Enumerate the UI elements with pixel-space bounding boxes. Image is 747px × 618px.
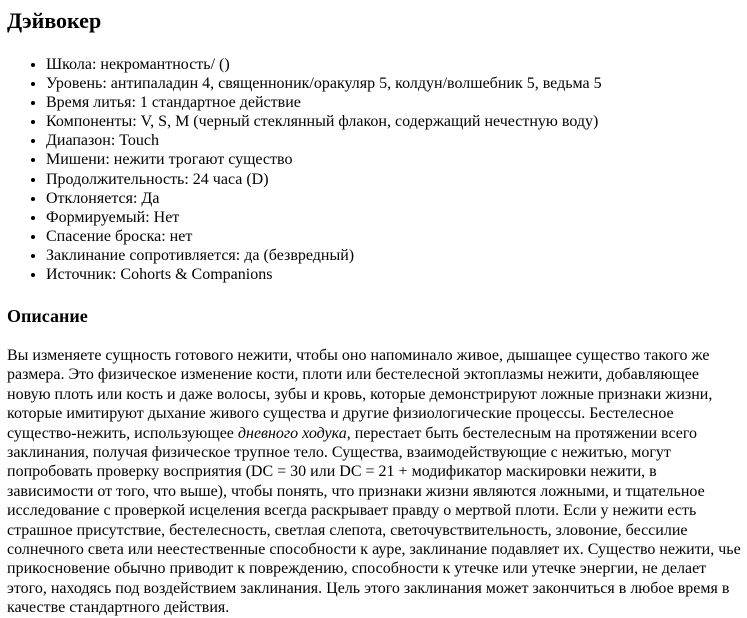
description-line: солнечного света или неестественные способности к ауре, заклинание подавляет их. Существо нежити, чье [7,541,741,559]
description-heading: Описание [7,306,88,326]
description-line: Вы изменяете сущность готового нежити, чтобы оно напоминало живое, дышащее существо такого же [7,347,710,364]
property-saving-throw: • Спасение броска: нет [46,227,743,246]
description-line: зависимости от того, что выше), чтобы понять, что признаки жизни являются ложными, и тщательное [7,482,705,500]
description-line: прикосновение обычно приводит к повреждению, способности к утечке или утечке энергии, не делает [7,560,707,578]
description-line: которые имитируют дыхание живого существа и другие физиологические процессы. Бестелесное [7,405,674,423]
description-line: качестве стандартного действия. [7,599,230,617]
spell-name-italic: дневного ходука [237,424,347,442]
property-casting-time: • Время литья: 1 стандартное действие [46,93,743,112]
property-source: • Источник: Cohorts & Companions [46,265,743,284]
spell-title: Дэйвокер [7,8,102,33]
description-line: заклинания, получая физическое трупное тело. Существа, взаимодействующие с нежитью, могут [7,444,671,462]
description-text [7,346,747,618]
spell-properties-list [7,55,743,284]
property-level: • Уровень: антипаладин 4, священноник/оракуляр 5, колдун/волшебник 5, ведьма 5 [46,74,743,93]
property-range: • Диапазон: Touch [46,131,743,150]
description-line: новую плоть или кость и даже волосы, зубы и кровь, которые демонстрируют ложные признаки жизни, [7,385,713,403]
property-spell-resistance: • Заклинание сопротивляется: да (безвредный) [46,246,743,265]
property-targets: • Мишени: нежити трогают существо [46,150,743,169]
description-line: существо-нежить, использующее дневного ходука, перестает быть бестелесным на протяжении всего [7,424,698,442]
property-duration: • Продолжительность: 24 часа (D) [46,170,743,189]
description-line: размера. Это физическое изменение кости, плоти или бестелесной эктоплазмы нежити, добавляющее [7,366,699,384]
property-dismissible: • Отклоняется: Да [46,189,743,208]
property-shapeable: • Формируемый: Нет [46,208,743,227]
property-school: • Школа: некромантность/ () [46,55,743,74]
description-line: исследование с проверкой исцеления всегда раскрывает правду о мертвой плоти. Если у нежити есть [7,502,697,520]
property-components: • Компоненты: V, S, M (черный стеклянный флакон, содержащий нечестную воду) [46,112,743,131]
description-line: попробовать проверку восприятия (DC = 30 или DC = 21 + модификатор маскировки нежити, в [7,463,657,481]
description-line: этого, находясь под воздействием заклинания. Цель этого заклинания может закончиться в любое время в [7,579,730,597]
description-line: страшное присутствие, бестелесность, светлая слепота, светочувствительность, зловоние, бессилие [7,521,688,539]
